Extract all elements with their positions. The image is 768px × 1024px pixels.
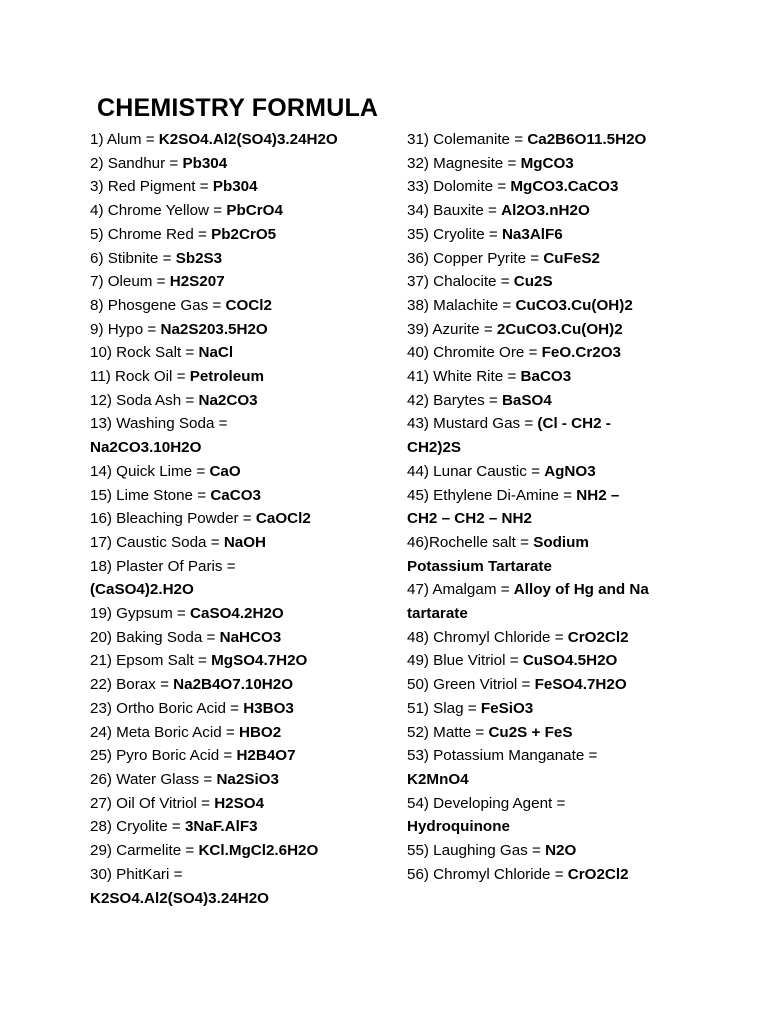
- compound-name: 18) Plaster Of Paris =: [90, 557, 236, 575]
- formula-entry: [90, 721, 390, 745]
- formula-entry: [407, 744, 697, 791]
- compound-name: 2) Sandhur =: [90, 154, 183, 172]
- formula-entry: [407, 223, 697, 247]
- compound-name: 55) Laughing Gas =: [407, 842, 546, 860]
- compound-name: 13) Washing Soda =: [90, 415, 228, 433]
- formula-entry: [90, 839, 390, 863]
- compound-name: 23) Ortho Boric Acid =: [90, 699, 244, 717]
- compound-name: 34) Bauxite =: [407, 202, 502, 220]
- chemical-formula-continued: Hydroquinone: [407, 818, 510, 836]
- compound-name: 10) Rock Salt =: [90, 344, 199, 362]
- chemical-formula: Pb304: [212, 178, 258, 196]
- formula-entry: [90, 389, 390, 413]
- chemical-formula: NaCl: [198, 344, 234, 362]
- chemical-formula: Al2O3.nH2O: [501, 202, 590, 220]
- compound-name: 16) Bleaching Powder =: [90, 510, 256, 528]
- formula-entry: [407, 649, 697, 673]
- chemical-formula: Cu2S: [513, 273, 553, 291]
- formula-entry: [90, 318, 390, 342]
- formula-entry: [407, 460, 697, 484]
- formula-entry: [90, 128, 390, 152]
- formula-entry: [90, 673, 390, 697]
- compound-name: 33) Dolomite =: [407, 178, 511, 196]
- chemical-formula: CaSO4.2H2O: [190, 605, 284, 623]
- chemical-formula: Sodium: [533, 533, 589, 551]
- formula-entry: [90, 270, 390, 294]
- chemical-formula-continued: CH2 – CH2 – NH2: [407, 510, 532, 528]
- formula-entry: [407, 531, 697, 578]
- chemical-formula-continued: K2MnO4: [407, 770, 469, 788]
- chemical-formula-continued: (CaSO4)2.H2O: [90, 581, 194, 599]
- formula-entry: [90, 152, 390, 176]
- compound-name: 56) Chromyl Chloride =: [407, 865, 568, 883]
- compound-name: 9) Hypo =: [90, 320, 161, 338]
- compound-name: 35) Cryolite =: [407, 225, 502, 243]
- compound-name: 43) Mustard Gas =: [407, 415, 538, 433]
- chemical-formula: CaOCl2: [255, 510, 311, 528]
- chemical-formula: CuCO3.Cu(OH)2: [515, 296, 633, 314]
- formula-entry: [407, 839, 697, 863]
- compound-name: 4) Chrome Yellow =: [90, 202, 227, 220]
- compound-name: 29) Carmelite =: [90, 842, 199, 860]
- compound-name: 7) Oleum =: [90, 273, 170, 291]
- compound-name: 24) Meta Boric Acid =: [90, 723, 239, 741]
- compound-name: 14) Quick Lime =: [90, 462, 210, 480]
- compound-name: 20) Baking Soda =: [90, 628, 220, 646]
- compound-name: 45) Ethylene Di-Amine =: [407, 486, 577, 504]
- chemical-formula-continued: CH2)2S: [407, 439, 462, 457]
- chemical-formula: FeSiO3: [480, 699, 534, 717]
- compound-name: 42) Barytes =: [407, 391, 502, 409]
- formula-list-left: [90, 128, 390, 910]
- compound-name: 48) Chromyl Chloride =: [407, 628, 568, 646]
- compound-name: 27) Oil Of Vitriol =: [90, 794, 215, 812]
- chemical-formula: Na2S203.5H2O: [160, 320, 268, 338]
- formula-entry: [90, 697, 390, 721]
- formula-list-right: [407, 128, 697, 887]
- compound-name: 11) Rock Oil =: [90, 368, 190, 386]
- chemical-formula: Cu2S + FeS: [488, 723, 573, 741]
- compound-name: 51) Slag =: [407, 699, 481, 717]
- compound-name: 3) Red Pigment =: [90, 178, 213, 196]
- formula-entry: [407, 270, 697, 294]
- formula-entry: [90, 649, 390, 673]
- formula-entry: [90, 341, 390, 365]
- chemical-formula: NH2 –: [576, 486, 620, 504]
- formula-entry: [407, 318, 697, 342]
- chemical-formula: Ca2B6O11.5H2O: [527, 131, 647, 148]
- formula-entry: [90, 223, 390, 247]
- formula-entry: [407, 175, 697, 199]
- formula-entry: [407, 199, 697, 223]
- compound-name: 12) Soda Ash =: [90, 391, 199, 409]
- compound-name: 36) Copper Pyrite =: [407, 249, 544, 267]
- formula-entry: [407, 294, 697, 318]
- formula-entry: [90, 484, 390, 508]
- formula-entry: [90, 863, 390, 910]
- compound-name: 8) Phosgene Gas =: [90, 296, 226, 314]
- formula-entry: [407, 792, 697, 839]
- chemical-formula: KCl.MgCl2.6H2O: [198, 842, 319, 860]
- chemical-formula: CuFeS2: [543, 249, 600, 267]
- compound-name: 38) Malachite =: [407, 296, 516, 314]
- formula-entry: [90, 294, 390, 318]
- page-title: CHEMISTRY FORMULA: [97, 94, 379, 122]
- formula-entry: [407, 626, 697, 650]
- formula-entry: [407, 365, 697, 389]
- formula-entry: [407, 152, 697, 176]
- formula-entry: [90, 815, 390, 839]
- chemical-formula: CaCO3: [210, 486, 261, 504]
- chemical-formula: BaSO4: [501, 391, 552, 409]
- compound-name: 40) Chromite Ore =: [407, 344, 542, 362]
- chemical-formula: COCl2: [225, 296, 272, 314]
- compound-name: 46)Rochelle salt =: [407, 533, 534, 551]
- chemical-formula: K2SO4.Al2(SO4)3.24H2O: [158, 131, 338, 148]
- chemical-formula: (Cl - CH2 -: [537, 415, 611, 433]
- compound-name: 41) White Rite =: [407, 368, 521, 386]
- chemical-formula: MgCO3.CaCO3: [510, 178, 619, 196]
- formula-entry: [90, 199, 390, 223]
- chemical-formula: CrO2Cl2: [567, 865, 629, 883]
- chemical-formula-continued: Na2CO3.10H2O: [90, 439, 202, 457]
- chemical-formula: Alloy of Hg and Na: [513, 581, 649, 599]
- chemical-formula-continued: tartarate: [407, 605, 468, 623]
- formula-entry: [407, 389, 697, 413]
- chemical-formula: N2O: [545, 842, 577, 860]
- chemical-formula: H2S207: [169, 273, 225, 291]
- formula-entry: [407, 247, 697, 271]
- chemical-formula: MgCO3: [520, 154, 574, 172]
- formula-entry: [407, 673, 697, 697]
- compound-name: 53) Potassium Manganate =: [407, 747, 598, 765]
- formula-entry: [90, 365, 390, 389]
- chemical-formula: Na3AlF6: [501, 225, 563, 243]
- chemical-formula-continued: Potassium Tartarate: [407, 557, 552, 575]
- chemical-formula: CrO2Cl2: [567, 628, 629, 646]
- chemical-formula: 3NaF.AlF3: [184, 818, 258, 836]
- formula-entry: [407, 341, 697, 365]
- chemical-formula: FeO.Cr2O3: [541, 344, 621, 362]
- chemical-formula: HBO2: [239, 723, 282, 741]
- chemical-formula: PbCrO4: [226, 202, 283, 220]
- compound-name: 44) Lunar Caustic =: [407, 462, 545, 480]
- compound-name: 1) Alum =: [90, 131, 159, 148]
- compound-name: 32) Magnesite =: [407, 154, 521, 172]
- chemical-formula-continued: K2SO4.Al2(SO4)3.24H2O: [90, 889, 269, 907]
- formula-entry: [90, 460, 390, 484]
- formula-entry: [90, 768, 390, 792]
- chemical-formula: H2B4O7: [236, 747, 296, 765]
- compound-name: 31) Colemanite =: [407, 131, 528, 148]
- formula-entry: [407, 484, 697, 531]
- chemical-formula: H3BO3: [243, 699, 294, 717]
- compound-name: 21) Epsom Salt =: [90, 652, 212, 670]
- chemical-formula: NaHCO3: [219, 628, 282, 646]
- chemical-formula: BaCO3: [520, 368, 572, 386]
- formula-entry: [90, 175, 390, 199]
- compound-name: 52) Matte =: [407, 723, 489, 741]
- chemical-formula: NaOH: [223, 533, 267, 551]
- compound-name: 37) Chalocite =: [407, 273, 514, 291]
- formula-entry: [407, 412, 697, 459]
- compound-name: 49) Blue Vitriol =: [407, 652, 523, 670]
- formula-entry: [407, 128, 697, 152]
- chemical-formula: Na2SiO3: [216, 770, 279, 788]
- compound-name: 25) Pyro Boric Acid =: [90, 747, 237, 765]
- chemical-formula: Sb2S3: [175, 249, 223, 267]
- compound-name: 54) Developing Agent =: [407, 794, 566, 812]
- chemical-formula: Petroleum: [189, 368, 265, 386]
- compound-name: 47) Amalgam =: [407, 581, 514, 599]
- compound-name: 30) PhitKari =: [90, 865, 183, 883]
- compound-name: 26) Water Glass =: [90, 770, 217, 788]
- formula-entry: [90, 792, 390, 816]
- formula-entry: [90, 531, 390, 555]
- formula-entry: [407, 863, 697, 887]
- compound-name: 5) Chrome Red =: [90, 225, 212, 243]
- formula-entry: [90, 602, 390, 626]
- formula-entry: [90, 555, 390, 602]
- chemical-formula: AgNO3: [544, 462, 596, 480]
- chemical-formula: Pb2CrO5: [211, 225, 277, 243]
- compound-name: 15) Lime Stone =: [90, 486, 211, 504]
- chemical-formula: 2CuCO3.Cu(OH)2: [496, 320, 623, 338]
- chemical-formula: CaO: [209, 462, 241, 480]
- compound-name: 19) Gypsum =: [90, 605, 191, 623]
- compound-name: 17) Caustic Soda =: [90, 533, 224, 551]
- compound-name: 39) Azurite =: [407, 320, 497, 338]
- chemical-formula: H2SO4: [214, 794, 265, 812]
- compound-name: 50) Green Vitriol =: [407, 676, 535, 694]
- formula-entry: [90, 412, 390, 459]
- formula-entry: [90, 507, 390, 531]
- compound-name: 28) Cryolite =: [90, 818, 185, 836]
- formula-entry: [407, 721, 697, 745]
- chemical-formula: Na2CO3: [198, 391, 258, 409]
- chemical-formula: Na2B4O7.10H2O: [173, 676, 294, 694]
- chemical-formula: MgSO4.7H2O: [211, 652, 308, 670]
- compound-name: 22) Borax =: [90, 676, 174, 694]
- chemical-formula: FeSO4.7H2O: [534, 676, 627, 694]
- chemical-formula: Pb304: [182, 154, 228, 172]
- formula-entry: [90, 626, 390, 650]
- compound-name: 6) Stibnite =: [90, 249, 176, 267]
- chemical-formula: CuSO4.5H2O: [522, 652, 618, 670]
- formula-entry: [90, 744, 390, 768]
- formula-entry: [407, 578, 697, 625]
- formula-entry: [90, 247, 390, 271]
- formula-entry: [407, 697, 697, 721]
